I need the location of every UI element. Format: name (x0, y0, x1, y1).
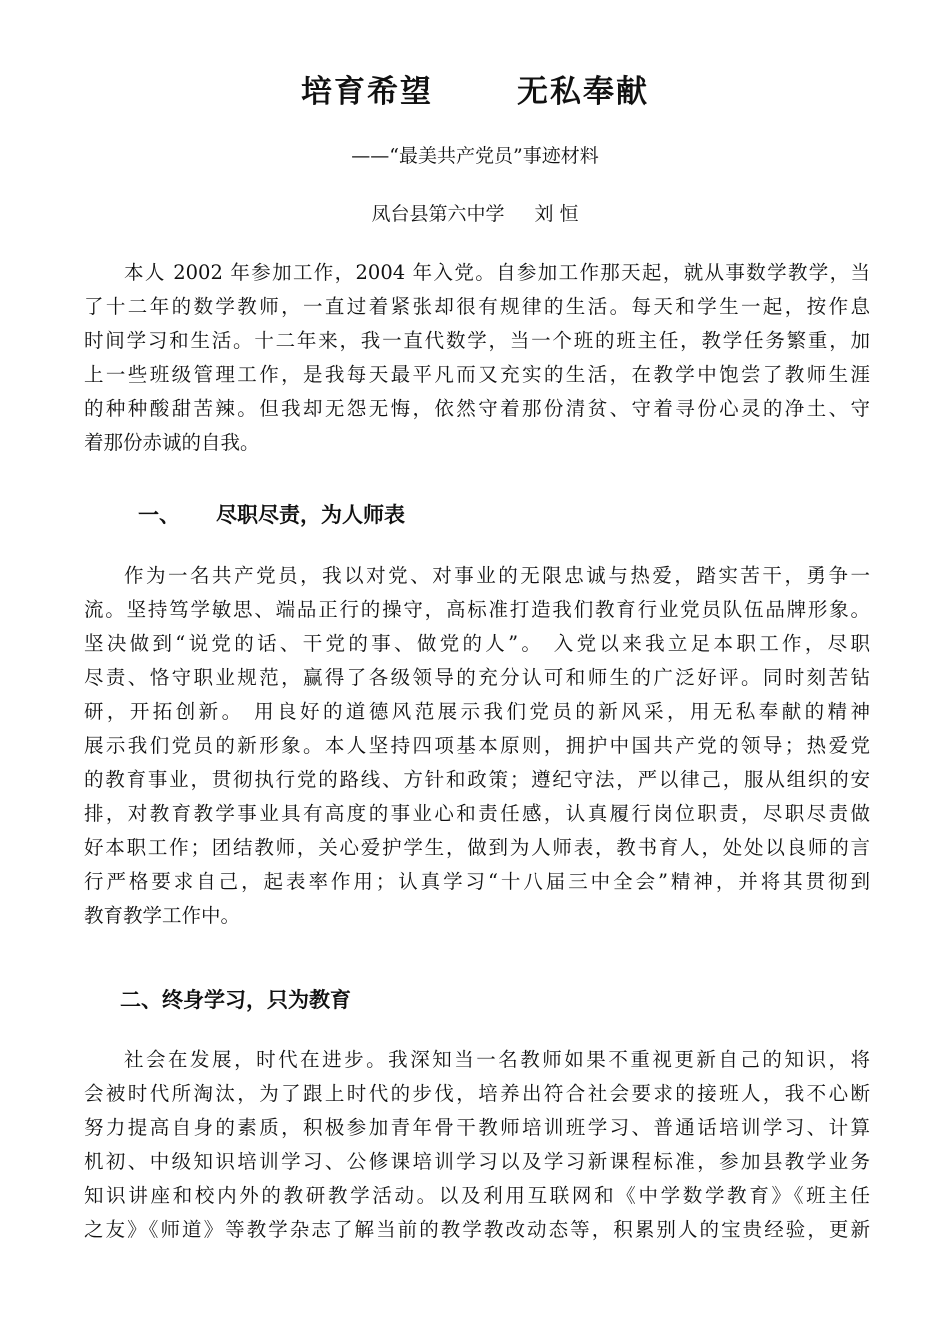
author-school: 凤台县第六中学 (371, 203, 505, 225)
text-line: 的教育事业，贯彻执行党的路线、方针和政策；遵纪守法，严以律己，服从组织的安 (84, 768, 870, 791)
section-heading-1-text: 尽职尽责，为人师表 (216, 503, 405, 527)
document-title (0, 66, 950, 111)
section-heading-2: 二、终身学习，只为教育 (120, 988, 351, 1012)
text-line: 时间学习和生活。十二年来，我一直代数学，当一个班的班主任，教学任务繁重，加 (84, 329, 870, 352)
text-line: 作为一名共产党员，我以对党、对事业的无限忠诚与热爱，踏实苦干，勇争一 (124, 564, 870, 587)
text-line: 行严格要求自己，起表率作用；认真学习“十八届三中全会”精神，并将其贯彻到 (84, 870, 870, 893)
text-line: 了十二年的数学教师，一直过着紧张却很有规律的生活。每天和学生一起，按作息 (84, 295, 870, 318)
text-line: 会被时代所淘汰，为了跟上时代的步伐，培养出符合社会要求的接班人，我不心断 (84, 1082, 870, 1105)
text-line: 展示我们党员的新形象。本人坚持四项基本原则，拥护中国共产党的领导；热爱党 (84, 734, 870, 757)
text-line: 的种种酸甜苦辣。但我却无怨无悔，依然守着那份清贫、守着寻份心灵的净土、守 (84, 397, 870, 420)
text-line: 上一些班级管理工作，是我每天最平凡而又充实的生活，在教学中饱尝了教师生涯 (84, 363, 870, 386)
text-line: 机初、中级知识培训学习、公修课培训学习以及学习新课程标准，参加县教学业务 (84, 1150, 870, 1173)
paragraph-section-2 (84, 1043, 870, 1247)
paragraph-section-1 (84, 559, 870, 933)
paragraph-intro (84, 256, 870, 460)
text-line: 坚决做到“说党的话、干党的事、做党的人”。 入党以来我立足本职工作，尽职 (84, 632, 870, 655)
text-line: 教育教学工作中。 (84, 904, 241, 927)
text-line: 着那份赤诚的自我。 (84, 431, 260, 454)
text-line: 研，开拓创新。 用良好的道德风范展示我们党员的新风采，用无私奉献的精神 (84, 700, 870, 723)
section-heading-1 (138, 499, 405, 529)
text-line: 努力提高自身的素质，积极参加青年骨干教师培训班学习、普通话培训学习、计算 (84, 1116, 870, 1139)
title-left: 培育希望 (301, 74, 433, 110)
text-line: 流。坚持笃学敏思、端品正行的操守，高标准打造我们教育行业党员队伍品牌形象。 (84, 598, 870, 621)
text-line: 之友》《师道》等教学杂志了解当前的教学教改动态等，积累别人的宝贵经验，更新 (84, 1218, 870, 1241)
text-line: 排，对教育教学事业具有高度的事业心和责任感，认真履行岗位职责，尽职尽责做 (84, 802, 870, 825)
text-line: 本人 2002 年参加工作，2004 年入党。自参加工作那天起，就从事数学教学，当 (124, 261, 870, 284)
text-line: 社会在发展，时代在进步。我深知当一名教师如果不重视更新自己的知识，将 (124, 1048, 870, 1071)
title-right: 无私奉献 (517, 74, 649, 110)
section-heading-1-number: 一、 (138, 503, 180, 527)
document-subtitle: ——“最美共产党员”事迹材料 (351, 145, 599, 167)
text-line: 尽责、恪守职业规范，赢得了各级领导的充分认可和师生的广泛好评。同时刻苦钻 (84, 666, 870, 689)
text-line: 好本职工作；团结教师，关心爱护学生，做到为人师表，教书育人，处处以良师的言 (84, 836, 870, 859)
author-line (0, 199, 950, 226)
text-line: 知识讲座和校内外的教研教学活动。以及利用互联网和《中学数学教育》《班主任 (84, 1184, 870, 1207)
author-name: 刘 恒 (534, 203, 579, 225)
